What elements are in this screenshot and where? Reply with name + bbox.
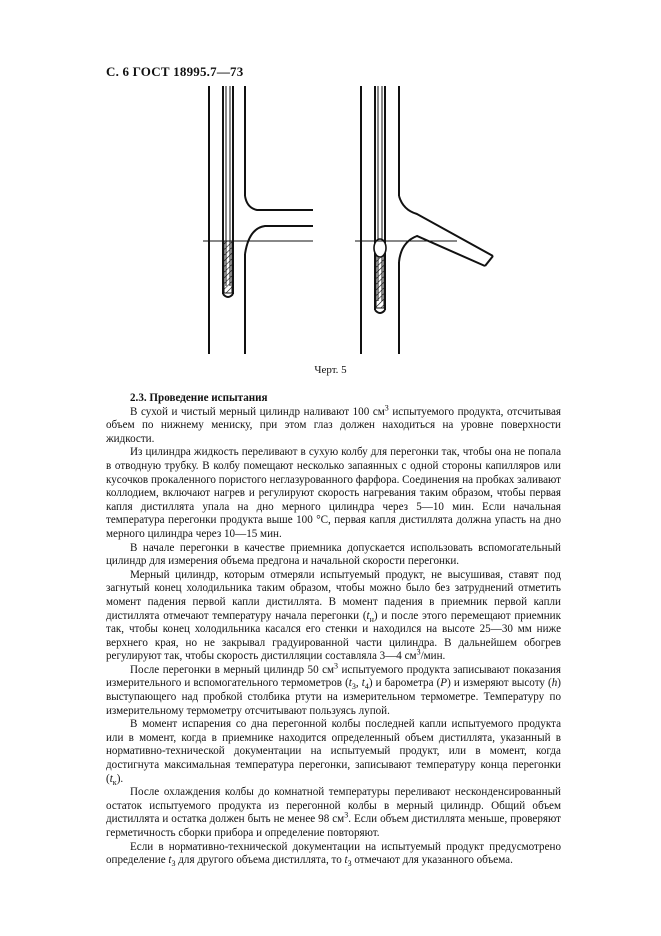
paragraph-3: В начале перегонки в качестве приемника допускается использовать вспомогательный цилиндр для измерения объема предгона и начальной скорости перегонки. xyxy=(106,541,561,568)
section-heading xyxy=(106,392,561,406)
paragraph-6: В момент испарения со дна перегонной колбы последней капли испытуемого продукта или в момент, когда в приемнике находится определенный объем дистиллята, указанный в нормативно-технической документации на испытуемый продукт, или в момент, когда достигнута максимальная температура перегонки, записывают температуру конца перегонки $(t_к)$. xyxy=(106,718,561,787)
distillation-diagram xyxy=(195,86,505,354)
paragraph-1: В сухой и чистый мерный цилиндр наливают 100 $см^3$ испытуемого продукта, отсчитывая объем по нижнему мениску, при этом глаз должен находиться на уровне поверхности жидкости. xyxy=(106,402,561,445)
section-number: 2.3. xyxy=(130,392,147,404)
right-flask-neck xyxy=(361,86,493,354)
paragraph-8: Если в нормативно-технической документации на испытуемый продукт предусмотрено определение $t_3$ для другого объема дистиллята, то $t_3$ отмечают для указанного объема. xyxy=(106,840,561,869)
document-body xyxy=(106,392,561,868)
left-mercury-bulb xyxy=(224,241,232,293)
left-flask-neck xyxy=(209,86,313,354)
right-mercury-bulb xyxy=(376,256,384,308)
right-droplet xyxy=(374,239,386,257)
section-title: Проведение испытания xyxy=(149,392,268,404)
figure-caption: Черт. 5 xyxy=(314,364,347,376)
paragraph-4: Мерный цилиндр, которым отмеряли испытуемый продукт, не высушивая, ставят под загнутый конец холодильника таким образом, чтобы можно было без затруднений отметить момент падения первой капли дистиллята. В момент падения в приемник первой капли дистиллята отмечают температуру начала перегонки $(t_н)$ и после этого перемещают приемник так, чтобы конец холодильника касался его стенки и находился на высоте 25—30 мм ниже верхнего края, но не закрывал градуированной части цилиндра. В дальнейшем обогрев регулируют так, чтобы скорость дистилляции составляла 3—4 $см^3$/мин. xyxy=(106,568,561,663)
paragraph-2: Из цилиндра жидкость переливают в сухую колбу для перегонки так, чтобы она не попала в отводную трубку. В колбу помещают несколько запаянных с одной стороны капилляров или кусочков прокаленного пористого неглазурованного фарфора. Соединения на пробках заливают коллодием, включают нагрев и регулируют скорость нагревания таким образом, чтобы первая капля дистиллята упала на дно мерного цилиндра через 5—10 мин. Если начальная температура перегонки продукта выше 100 °С, первая капля дистиллята должна упасть на дно мерного цилиндра через 10—15 мин. xyxy=(106,446,561,540)
paragraph-7: После охлаждения колбы до комнатной температуры переливают несконденсированный остаток испытуемого продукта из перегонной колбы в мерный цилиндр. Общий объем дистиллята и остатка должен быть не менее 98 $см^3$. Если объем дистиллята меньше, проверяют герметичность сборки прибора и определение повторяют. xyxy=(106,786,561,839)
page-header: С. 6 ГОСТ 18995.7—73 xyxy=(106,64,244,79)
paragraph-5: После перегонки в мерный цилиндр 50 $см^3$ испытуемого продукта записывают показания измерительного и вспомогательного термометров ($t_3$, $t_4$) и барометра (P) и измеряют высоту (h) выступающего над пробкой столбика ртути на измерительном термометре. Температуру по измерительному термометру отсчитывают пользуясь лупой. xyxy=(106,661,561,717)
